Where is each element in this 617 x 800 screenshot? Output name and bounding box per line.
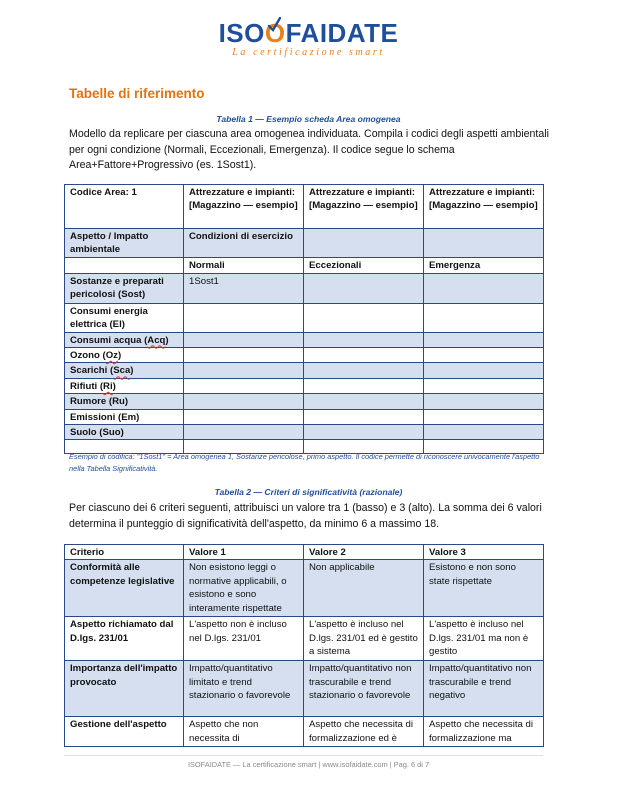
condition-value-cell: 1Sost1: [184, 273, 304, 303]
aspect-label: [65, 363, 184, 378]
aspect-code: Ru: [112, 396, 125, 408]
logo-o-letter: O: [264, 18, 286, 48]
condition-value-cell: [424, 409, 544, 424]
table-row: [65, 394, 544, 409]
aspect-label: [65, 394, 184, 409]
aspect-label: [65, 378, 184, 393]
aspect-name: Ozono (: [70, 350, 106, 362]
checkmark-icon: [267, 17, 281, 33]
empty-cell: [304, 229, 424, 258]
logo: [0, 20, 617, 58]
condition-emergenza: Emergenza: [424, 257, 544, 273]
aspect-paren: ): [112, 380, 116, 392]
criterion-cell: Aspetto richiamato dal D.lgs. 231/01: [65, 617, 184, 661]
aspect-paren: ): [130, 365, 134, 377]
value-cell: Aspetto che necessita di formalizzazione ed è: [304, 717, 424, 747]
condition-value-cell: [424, 378, 544, 393]
table1-note: Esempio di codifica: "1Sost1" = Area omogenea 1, Sostanze pericolose, primo aspetto. Il codice permette di riconoscere univocamente l'aspetto nella Tabella Significatività.: [69, 452, 540, 473]
conditions-label-cell: Condizioni di esercizio: [184, 229, 304, 258]
empty-cell: [65, 257, 184, 273]
aspect-paren: ): [120, 427, 124, 439]
condition-value-cell: [184, 303, 304, 332]
aspect-label: [65, 409, 184, 424]
aspect-label: [65, 425, 184, 440]
condition-value-cell: [304, 409, 424, 424]
aspect-paren: ): [136, 411, 140, 423]
aspect-paren: ): [124, 396, 129, 408]
aspect-code: Em: [121, 411, 137, 423]
equipment-header-1: Attrezzature e impianti: [Magazzino — esempio]: [184, 185, 304, 229]
condition-value-cell: [304, 348, 424, 363]
aspect-paren: ): [141, 289, 146, 301]
logo-check-o: [265, 20, 286, 46]
aspect-name: Suolo (: [70, 427, 103, 439]
aspect-name: Rifiuti (: [70, 380, 104, 392]
page-footer: ISOFAIDATE — La certificazione smart | www.isofaidate.com | Pag. 6 di 7: [187, 760, 430, 769]
condition-normali: Normali: [184, 257, 304, 273]
condition-value-cell: [304, 303, 424, 332]
table-row: [65, 273, 544, 303]
condition-value-cell: [424, 394, 544, 409]
table-row: [65, 425, 544, 440]
table1-caption: Tabella 1 — Esempio scheda Area omogenea: [216, 114, 401, 124]
value-cell: Esistono e non sono state rispettate: [424, 560, 544, 617]
aspect-code: Sca: [113, 365, 131, 377]
condition-value-cell: [304, 363, 424, 378]
aspect-name: Consumi energia elettrica (: [70, 305, 148, 331]
aspect-code: Suo: [102, 427, 121, 439]
aspect-label: [65, 348, 184, 363]
condition-value-cell: [424, 332, 544, 347]
value-cell: Impatto/quantitativo limitato e trend stazionario o favorevole: [184, 661, 304, 717]
condition-value-cell: [184, 409, 304, 424]
aspect-code: Ri: [103, 380, 113, 392]
aspect-paren: ): [121, 319, 125, 331]
condition-value-cell: [424, 303, 544, 332]
table-row: [65, 717, 544, 747]
table-row: [65, 348, 544, 363]
aspect-code: Sost: [121, 289, 142, 301]
aspect-code: Acq: [147, 334, 166, 346]
value-cell: L'aspetto è incluso nel D.lgs. 231/01 ed è gestito a sistema: [304, 617, 424, 661]
aspect-label: [65, 273, 184, 303]
condition-value-cell: [304, 394, 424, 409]
value-cell: Impatto/quantitativo non trascurabile e trend stazionario o favorevole: [304, 661, 424, 717]
aspect-name: Sostanze e preparati pericolosi (: [70, 275, 164, 301]
table-row: [65, 560, 544, 617]
header-valore-1: Valore 1: [184, 545, 304, 560]
value-cell: L'aspetto non è incluso nel D.lgs. 231/01: [184, 617, 304, 661]
condition-eccezionali: Eccezionali: [304, 257, 424, 273]
table-row: [65, 332, 544, 347]
aspect-paren: ): [117, 350, 122, 362]
equipment-header-3: Attrezzature e impianti: [Magazzino — esempio]: [424, 185, 544, 229]
logo-tagline: La certificazione smart: [232, 47, 385, 58]
condition-value-cell: [424, 363, 544, 378]
empty-cell: [424, 229, 544, 258]
table2-caption: Tabella 2 — Criteri di significatività (razionale): [214, 487, 403, 497]
value-cell: L'aspetto è incluso nel D.lgs. 231/01 ma non è gestito: [424, 617, 544, 661]
table-row: [65, 409, 544, 424]
aspect-label: [65, 303, 184, 332]
condition-value-cell: [184, 348, 304, 363]
logo-wordmark: [0, 20, 617, 46]
aspect-paren: ): [165, 334, 169, 346]
condition-value-cell: [304, 425, 424, 440]
value-cell: Non applicabile: [304, 560, 424, 617]
area-table: [64, 184, 544, 454]
criterion-cell: Gestione dell'aspetto: [65, 717, 184, 747]
aspect-name: Emissioni (: [70, 411, 122, 423]
value-cell: Aspetto che necessita di formalizzazione ma: [424, 717, 544, 747]
header-valore-2: Valore 2: [304, 545, 424, 560]
condition-value-cell: [184, 363, 304, 378]
criterion-cell: Conformità alle competenze legislative: [65, 560, 184, 617]
aspect-label-cell: Aspetto / Impatto ambientale: [65, 229, 184, 258]
criterion-cell: Importanza dell'impatto provocato: [65, 661, 184, 717]
aspect-name: Consumi acqua (: [70, 334, 148, 346]
section-title: Tabelle di riferimento: [69, 86, 205, 101]
table-row: [65, 303, 544, 332]
table-row: [65, 378, 544, 393]
area-code-cell: Codice Area: 1: [65, 185, 184, 229]
condition-value-cell: [184, 332, 304, 347]
table2-intro: Per ciascuno dei 6 criteri seguenti, attribuisci un valore tra 1 (basso) e 3 (alto). La somma dei 6 valori determina il punteggio di significatività dell'aspetto, da minimo 6 a massimo 18.: [69, 502, 542, 530]
condition-value-cell: [184, 425, 304, 440]
condition-value-cell: [184, 394, 304, 409]
value-cell: Impatto/quantitativo non trascurabile e trend negativo: [424, 661, 544, 717]
table-row: [65, 617, 544, 661]
condition-value-cell: [304, 273, 424, 303]
logo-faidate: FAIDATE: [285, 18, 399, 48]
equipment-header-2: Attrezzature e impianti: [Magazzino — esempio]: [304, 185, 424, 229]
criteria-table: [64, 544, 544, 747]
logo-iso: ISO: [218, 18, 265, 48]
footer-divider: [64, 755, 543, 756]
aspect-code: El: [112, 319, 122, 331]
condition-value-cell: [424, 273, 544, 303]
aspect-name: Scarichi (: [70, 365, 114, 377]
header-valore-3: Valore 3: [424, 545, 544, 560]
aspect-code: Oz: [105, 350, 118, 362]
condition-value-cell: [304, 378, 424, 393]
table-row: [65, 661, 544, 717]
condition-value-cell: [304, 332, 424, 347]
header-criterio: Criterio: [65, 545, 184, 560]
value-cell: Aspetto che non necessita di: [184, 717, 304, 747]
condition-value-cell: [424, 348, 544, 363]
value-cell: Non esistono leggi o normative applicabili, o esistono e sono interamente rispettate: [184, 560, 304, 617]
condition-value-cell: [184, 378, 304, 393]
aspect-name: Rumore (: [70, 396, 113, 408]
table-row: [65, 363, 544, 378]
condition-value-cell: [424, 425, 544, 440]
aspect-label: [65, 332, 184, 347]
table1-intro: Modello da replicare per ciascuna area omogenea individuata. Compila i codici degli aspetti ambientali per ogni condizione (Normali, Eccezionali, Emergenza). Il codice segue lo schema Area+Fattore+Progressivo (es. 1Sost1).: [69, 128, 549, 172]
